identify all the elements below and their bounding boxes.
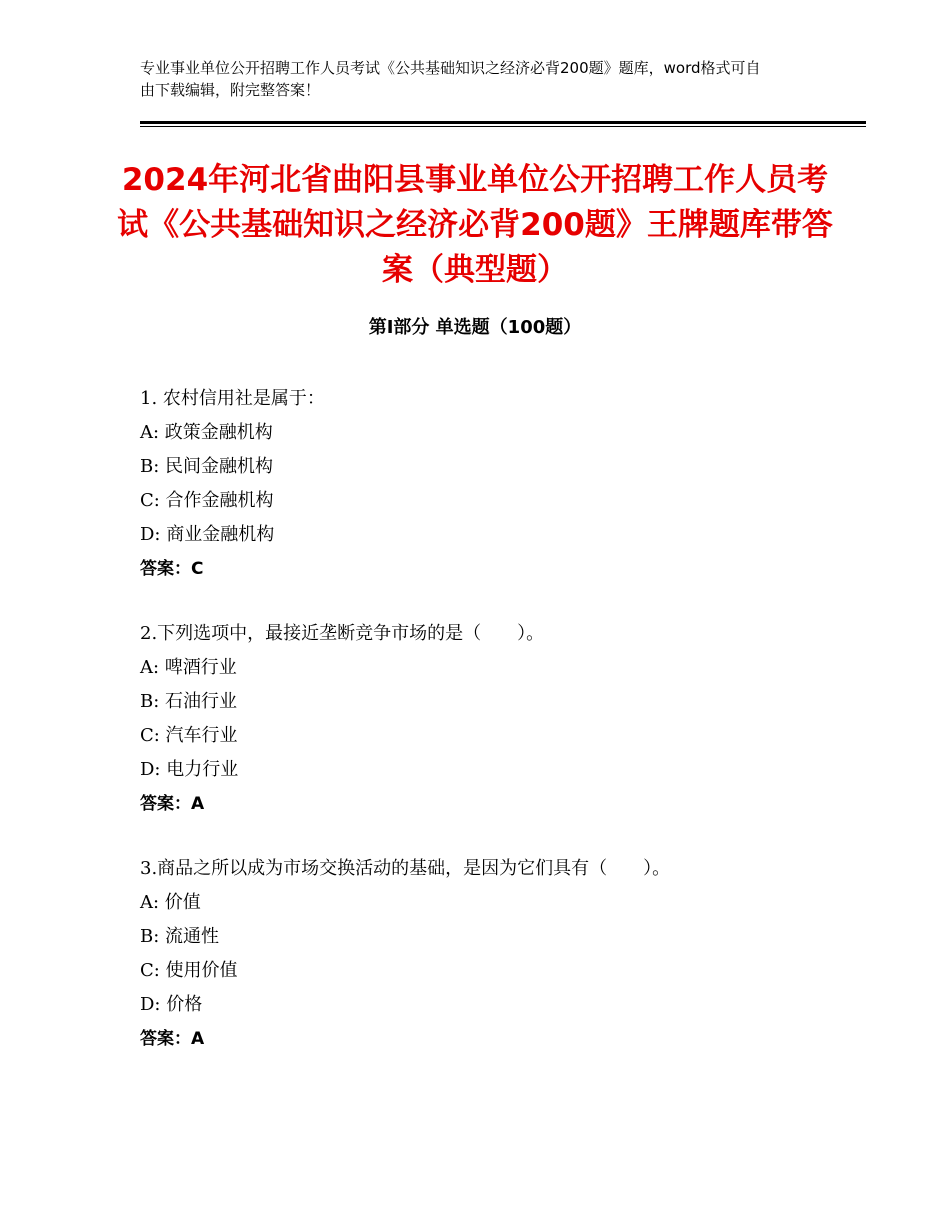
option-c: C: 使用价值 bbox=[140, 960, 238, 981]
option-c: C: 合作金融机构 bbox=[140, 490, 274, 511]
option-a: A: 价值 bbox=[140, 892, 201, 913]
question-stem: 1. 农村信用社是属于： bbox=[140, 388, 325, 409]
option-a: A: 政策金融机构 bbox=[140, 422, 273, 443]
answer: 答案：A bbox=[140, 1029, 205, 1049]
option-a: A: 啤酒行业 bbox=[140, 657, 237, 678]
option-b: B: 民间金融机构 bbox=[140, 456, 274, 477]
option-b: B: 石油行业 bbox=[140, 691, 238, 712]
header-divider-thin bbox=[140, 126, 866, 127]
question-stem: 3.商品之所以成为市场交换活动的基础，是因为它们具有（ ）。 bbox=[140, 858, 671, 879]
header-divider-thick bbox=[140, 121, 866, 124]
document-title: 2024年河北省曲阳县事业单位公开招聘工作人员考试《公共基础知识之经济必背200题》王牌题库带答案（典型题） bbox=[117, 162, 833, 288]
header-note: 专业事业单位公开招聘工作人员考试《公共基础知识之经济必背200题》题库，word格式可自由下载编辑，附完整答案！ bbox=[140, 59, 761, 99]
option-b: B: 流通性 bbox=[140, 926, 220, 947]
option-c: C: 汽车行业 bbox=[140, 725, 238, 746]
question-stem: 2.下列选项中，最接近垄断竞争市场的是（ ）。 bbox=[140, 623, 545, 644]
section-title: 第Ⅰ部分 单选题（100题） bbox=[368, 317, 582, 338]
answer: 答案：C bbox=[140, 559, 204, 579]
question-3 bbox=[140, 852, 840, 1056]
option-d: D: 价格 bbox=[140, 994, 203, 1015]
question-2 bbox=[140, 617, 840, 821]
question-1 bbox=[140, 382, 840, 586]
option-d: D: 电力行业 bbox=[140, 759, 239, 780]
answer: 答案：A bbox=[140, 794, 205, 814]
question-list bbox=[140, 382, 840, 1087]
option-d: D: 商业金融机构 bbox=[140, 524, 275, 545]
